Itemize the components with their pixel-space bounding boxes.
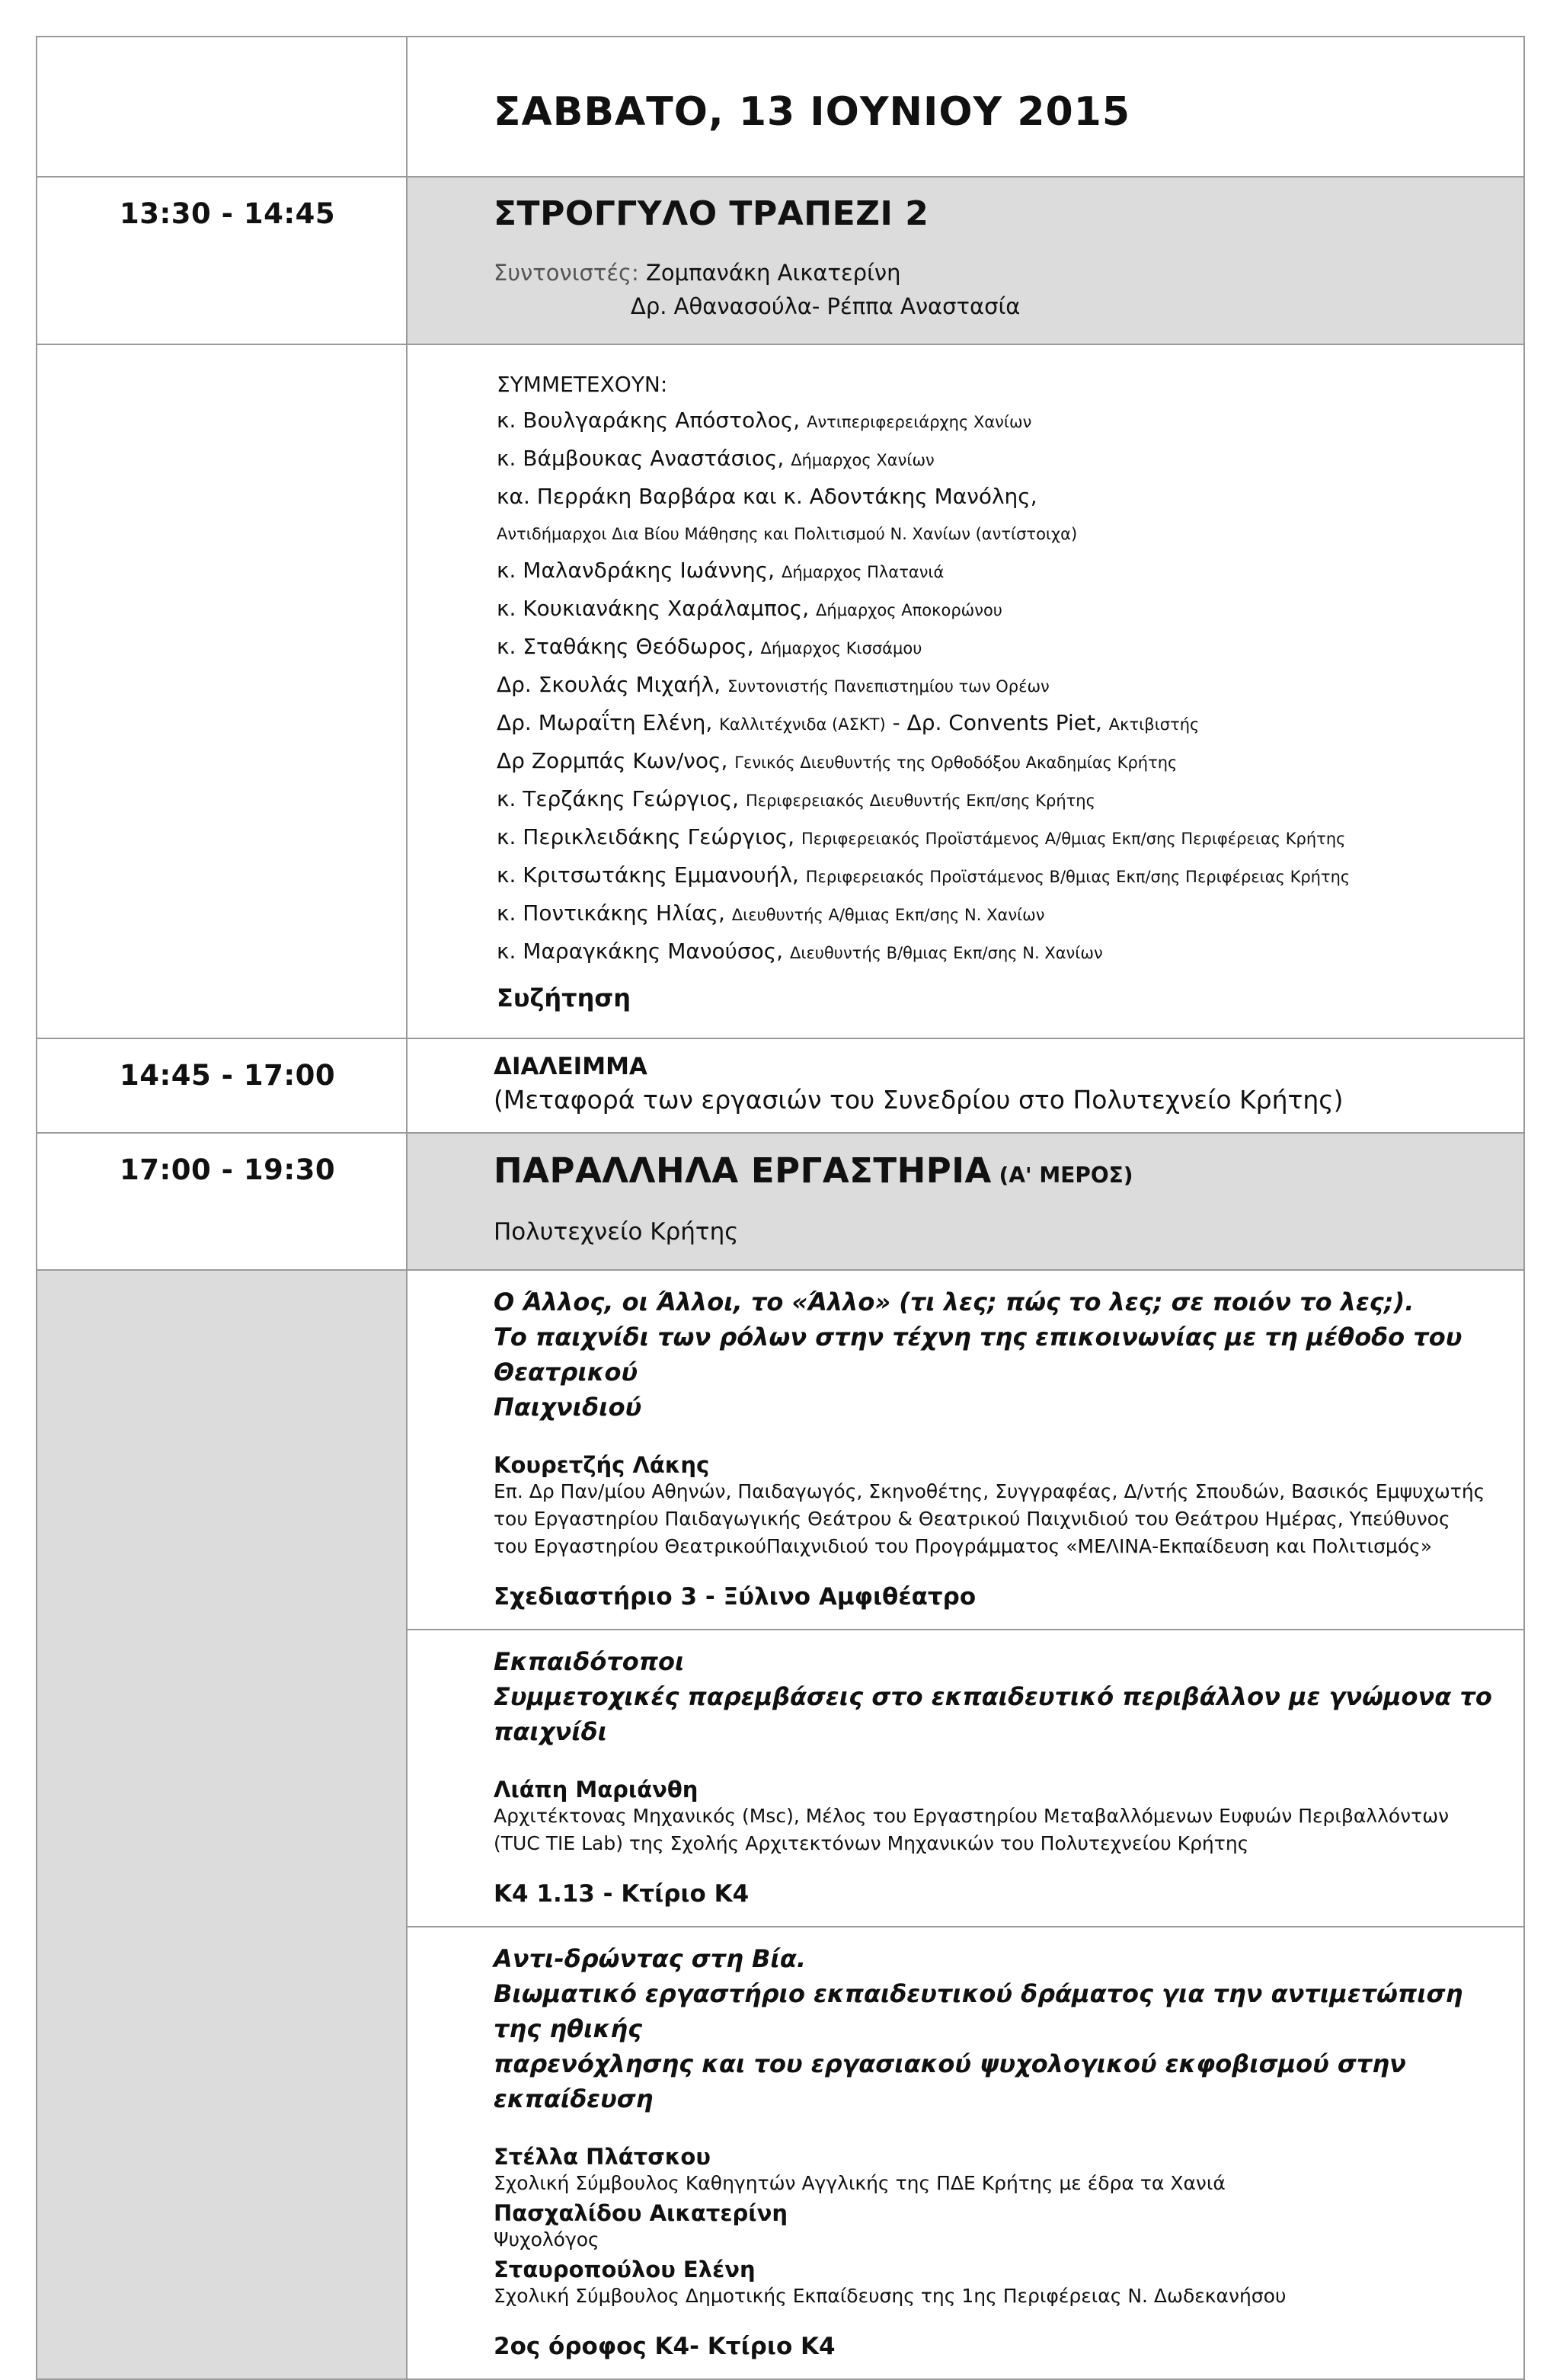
parallel-location: Πολυτεχνείο Κρήτης [494,1218,739,1246]
participant-role: Γενικός Διευθυντής της Ορθοδόξου Ακαδημίας Κρήτης [734,753,1178,772]
break-subtitle: (Μεταφορά των εργασιών του Συνεδρίου στο Πολυτεχνείο Κρήτης) [494,1085,1344,1115]
participant-line [494,629,1513,667]
round-table-time: 13:30 - 14:45 [37,177,407,344]
participant-role: Αντιδήμαρχοι Δια Βίου Μάθησης και Πολιτισμού Ν. Χανίων (αντίστοιχα) [497,525,1078,543]
participant-name: κ. Κριτσωτάκης Εμμανουήλ, [497,862,806,888]
workshop-title-line: Εκπαιδότοποι [494,1647,685,1676]
round-table-title: ΣΤΡΟΓΓΥΛΟ ΤΡΑΠΕΖΙ 2 [494,194,929,233]
workshop-title-line: Ο Άλλος, οι Άλλοι, το «Άλλο» (τι λες; πώς το λες; σε ποιόν το λες;). [494,1288,1415,1316]
participant-line [494,743,1513,781]
parallel-row [37,1133,1524,1270]
workshop-facilitator-desc: (TUC TIE Lab) της Σχολής Αρχιτεκτόνων Μηχανικών του Πολυτεχνείου Κρήτης [494,1832,1249,1854]
workshop-facilitator-name: Λιάπη Μαριάνθη [494,1777,698,1803]
participant-name: κα. Περράκη Βαρβάρα και κ. Αδοντάκης Μανόλης, [497,484,1037,509]
workshop-1 [407,1270,1524,1630]
participant-name: κ. Περικλειδάκης Γεώργιος, [497,824,801,849]
participant-role: Περιφερειακός Προϊστάμενος Β/θμιας Εκπ/σης Περιφέρειας Κρήτης [805,868,1351,886]
participant-name: Δρ Ζορμπάς Κων/νος, [497,748,735,773]
break-cell [407,1038,1524,1133]
page-title: ΣΑΒΒΑΤΟ, 13 ΙΟΥΝΙΟΥ 2015 [407,37,1524,177]
workshop-facilitator-desc: Σχολική Σύμβουλος Δημοτικής Εκπαίδευσης της 1ης Περιφέρειας Ν. Δωδεκανήσου [494,2285,1287,2307]
workshop-row-1 [37,1270,1524,1630]
participant-role: Συντονιστής Πανεπιστημίου των Ορέων [727,677,1050,696]
header-row [37,37,1524,177]
coordinators-label: Συντονιστές: [494,260,639,286]
participant-name: κ. Κουκιανάκης Χαράλαμπος, [497,596,817,621]
workshop-title-line: Αντι-δρώντας στη Βία. [494,1944,807,1973]
participant-name: κ. Βουλγαράκης Απόστολος, [497,408,807,433]
workshop-facilitator-desc: του Εργαστηρίου Παιδαγωγικής Θεάτρου & Θεατρικού Παιχνιδιού του Θεάτρου Ημέρας, Υπεύθυνος [494,1508,1450,1530]
workshop-facilitator-name: Στέλλα Πλάτσκου [494,2144,711,2170]
workshop-3 [407,1927,1524,2379]
participants-row [37,344,1524,1038]
header-empty-cell [37,37,407,177]
participant-line [494,819,1513,857]
participant-name: κ. Σταθάκης Θεόδωρος, [497,634,761,659]
participant-name: κ. Βάμβουκας Αναστάσιος, [497,446,791,471]
participant-role: Δήμαρχος Αποκορώνου [816,601,1002,619]
workshop-facilitator-name: Σταυροπούλου Ελένη [494,2257,756,2282]
participant-role: Δήμαρχος Κισσάμου [760,639,922,657]
participant-name: Δρ. Μωραΐτη Ελένη, [497,710,720,735]
round-table-row [37,177,1524,344]
workshop-room: 2ος όροφος Κ4- Κτίριο Κ4 [494,2333,836,2360]
discussion-label: Συζήτηση [497,984,631,1012]
participant-line [494,857,1513,895]
workshop-2 [407,1630,1524,1927]
workshop-title-line: Παιχνιδιού [494,1393,642,1422]
round-table-cell [407,177,1524,344]
workshop-room: Σχεδιαστήριο 3 - Ξύλινο Αμφιθέατρο [494,1583,977,1611]
workshop-title [494,1941,1513,2116]
participant-role: Αντιπεριφερειάρχης Χανίων [807,413,1032,431]
participant-role: Δήμαρχος Χανίων [791,451,935,469]
workshop-facilitator-desc: του Εργαστηρίου ΘεατρικούΠαιχνιδιού του Προγράμματος «ΜΕΛΙΝΑ-Εκπαίδευση και Πολιτισμός» [494,1535,1433,1557]
workshop-facilitator-desc: Ψυχολόγος [494,2228,599,2250]
coordinator-2: Δρ. Αθανασούλα- Ρέππα Αναστασία [631,293,1021,319]
parallel-title-part: (Α' ΜΕΡΟΣ) [991,1163,1133,1188]
workshop-facilitator-desc: Σχολική Σύμβουλος Καθηγητών Αγγλικής της ΠΔΕ Κρήτης με έδρα τα Χανιά [494,2172,1226,2194]
participant-role: Δήμαρχος Πλατανιά [781,563,945,581]
coordinators [494,256,1513,323]
participant-role: Καλλιτέχνιδα (ΑΣΚΤ) [719,715,886,734]
workshop-facilitator-desc: Αρχιτέκτονας Μηχανικός (Msc), Μέλος του Εργαστηρίου Μεταβαλλόμενων Ευφυών Περιβαλλόντων [494,1805,1450,1827]
participant-name: κ. Μαλανδράκης Ιωάννης, [497,558,782,583]
participant-line [494,895,1513,933]
workshop-title [494,1284,1513,1425]
participants-list [494,402,1513,971]
break-title: ΔΙΑΛΕΙΜΜΑ [494,1053,647,1080]
participant-line [494,705,1513,743]
participant-name: κ. Ποντικάκης Ηλίας, [497,900,732,926]
participants-heading: ΣΥΜΜΕΤΕΧΟΥΝ: [497,372,668,397]
break-time: 14:45 - 17:00 [37,1038,407,1133]
participant-name: κ. Μαραγκάκης Μανούσος, [497,939,790,964]
participant-role: Διευθυντής Β/θμιας Εκπ/σης Ν. Χανίων [789,944,1103,962]
parallel-time: 17:00 - 19:30 [37,1133,407,1270]
workshop-facilitator-name: Πασχαλίδου Αικατερίνη [494,2200,788,2226]
participant-name: Δρ. Σκουλάς Μιχαήλ, [497,672,727,697]
participant-line [494,781,1513,819]
workshop-title-line: παρενόχλησης και του εργασιακού ψυχολογικού εκφοβισμού στην εκπαίδευση [494,2049,1406,2113]
workshop-title-line: Συμμετοχικές παρεμβάσεις στο εκπαιδευτικό περιβάλλον με γνώμονα το παιχνίδι [494,1682,1492,1746]
schedule-table [36,36,1525,2380]
workshops-side-cell [37,1270,407,2379]
participant-name: κ. Τερζάκης Γεώργιος, [497,786,746,811]
participant-line [494,478,1513,514]
participant-role: Περιφερειακός Προϊστάμενος Α/θμιας Εκπ/σης Περιφέρειας Κρήτης [801,830,1346,848]
workshop-title [494,1644,1513,1749]
workshop-title-line: Βιωματικό εργαστήριο εκπαιδευτικού δράματος για την αντιμετώπιση της ηθικής [494,1979,1463,2043]
participant-line [494,514,1513,552]
participant-name: - Δρ. Convents Piet, [885,710,1109,735]
participants-cell [407,344,1524,1038]
participant-role: Περιφερειακός Διευθυντής Εκπ/σης Κρήτης [745,792,1095,810]
break-row [37,1038,1524,1133]
participant-line [494,552,1513,590]
participant-role: Διευθυντής Α/θμιας Εκπ/σης Ν. Χανίων [731,906,1045,924]
participant-line [494,667,1513,705]
parallel-title: ΠΑΡΑΛΛΗΛΑ ΕΡΓΑΣΤΗΡΙΑ [494,1150,992,1191]
participant-line [494,590,1513,629]
workshop-facilitator-desc: Επ. Δρ Παν/μίου Αθηνών, Παιδαγωγός, Σκηνοθέτης, Συγγραφέας, Δ/ντής Σπουδών, Βασικός Εμψυχωτής [494,1480,1485,1502]
workshop-facilitator-name: Κουρετζής Λάκης [494,1452,710,1478]
workshop-room: Κ4 1.13 - Κτίριο Κ4 [494,1880,750,1908]
parallel-cell [407,1133,1524,1270]
workshop-title-line: Το παιχνίδι των ρόλων στην τέχνη της επικοινωνίας με τη μέθοδο του Θεατρικού [494,1323,1462,1387]
participants-empty-cell [37,344,407,1038]
coordinator-1: Ζομπανάκη Αικατερίνη [638,260,901,286]
participant-line [494,402,1513,440]
participant-line [494,933,1513,971]
participant-line [494,440,1513,478]
participant-role: Ακτιβιστής [1108,715,1200,734]
